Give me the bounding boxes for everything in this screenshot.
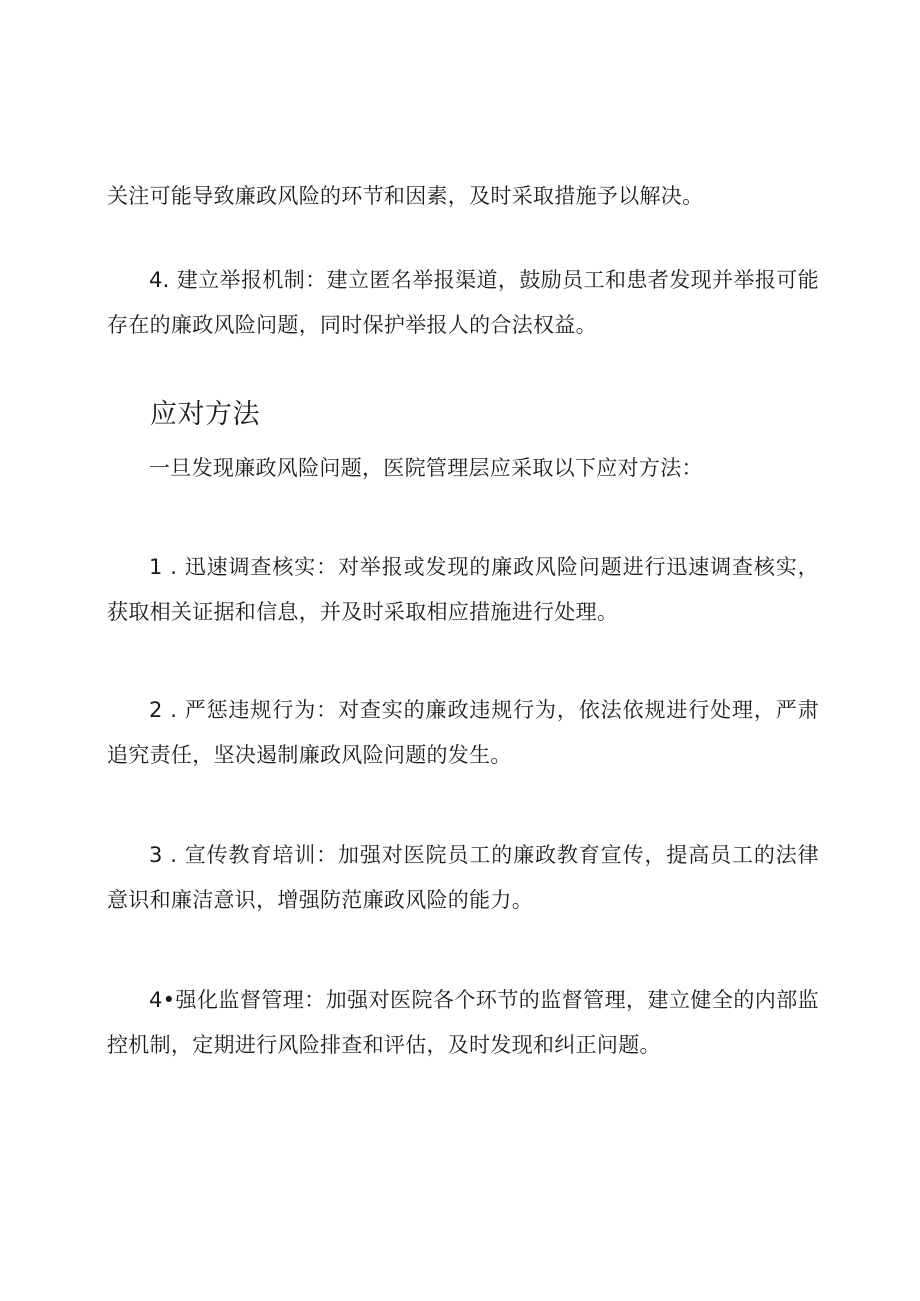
- paragraph-report-mechanism: 4. 建立举报机制：建立匿名举报渠道，鼓励员工和患者发现并举报可能存在的廉政风险问题，同时保护举报人的合法权益。: [107, 268, 819, 337]
- section-intro: 一旦发现廉政风险问题，医院管理层应采取以下应对方法：: [149, 456, 703, 480]
- section-heading: 应对方法: [150, 399, 260, 430]
- list-item-supervision: 4•强化监督管理：加强对医院各个环节的监督管理，建立健全的内部监控机制，定期进行风险排查和评估，及时发现和纠正问题。: [107, 988, 819, 1057]
- list-item-investigate: 1 . 迅速调查核实：对举报或发现的廉政风险问题进行迅速调查核实，获取相关证据和信息，并及时采取相应措施进行处理。: [107, 555, 819, 624]
- list-item-education: 3 . 宣传教育培训：加强对医院员工的廉政教育宣传，提高员工的法律意识和廉洁意识，增强防范廉政风险的能力。: [107, 843, 819, 912]
- list-item-punish: 2 . 严惩违规行为：对查实的廉政违规行为，依法依规进行处理，严肃追究责任，坚决遏制廉政风险问题的发生。: [107, 698, 819, 767]
- paragraph-continuation: 关注可能导致廉政风险的环节和因素，及时采取措施予以解决。: [107, 184, 704, 208]
